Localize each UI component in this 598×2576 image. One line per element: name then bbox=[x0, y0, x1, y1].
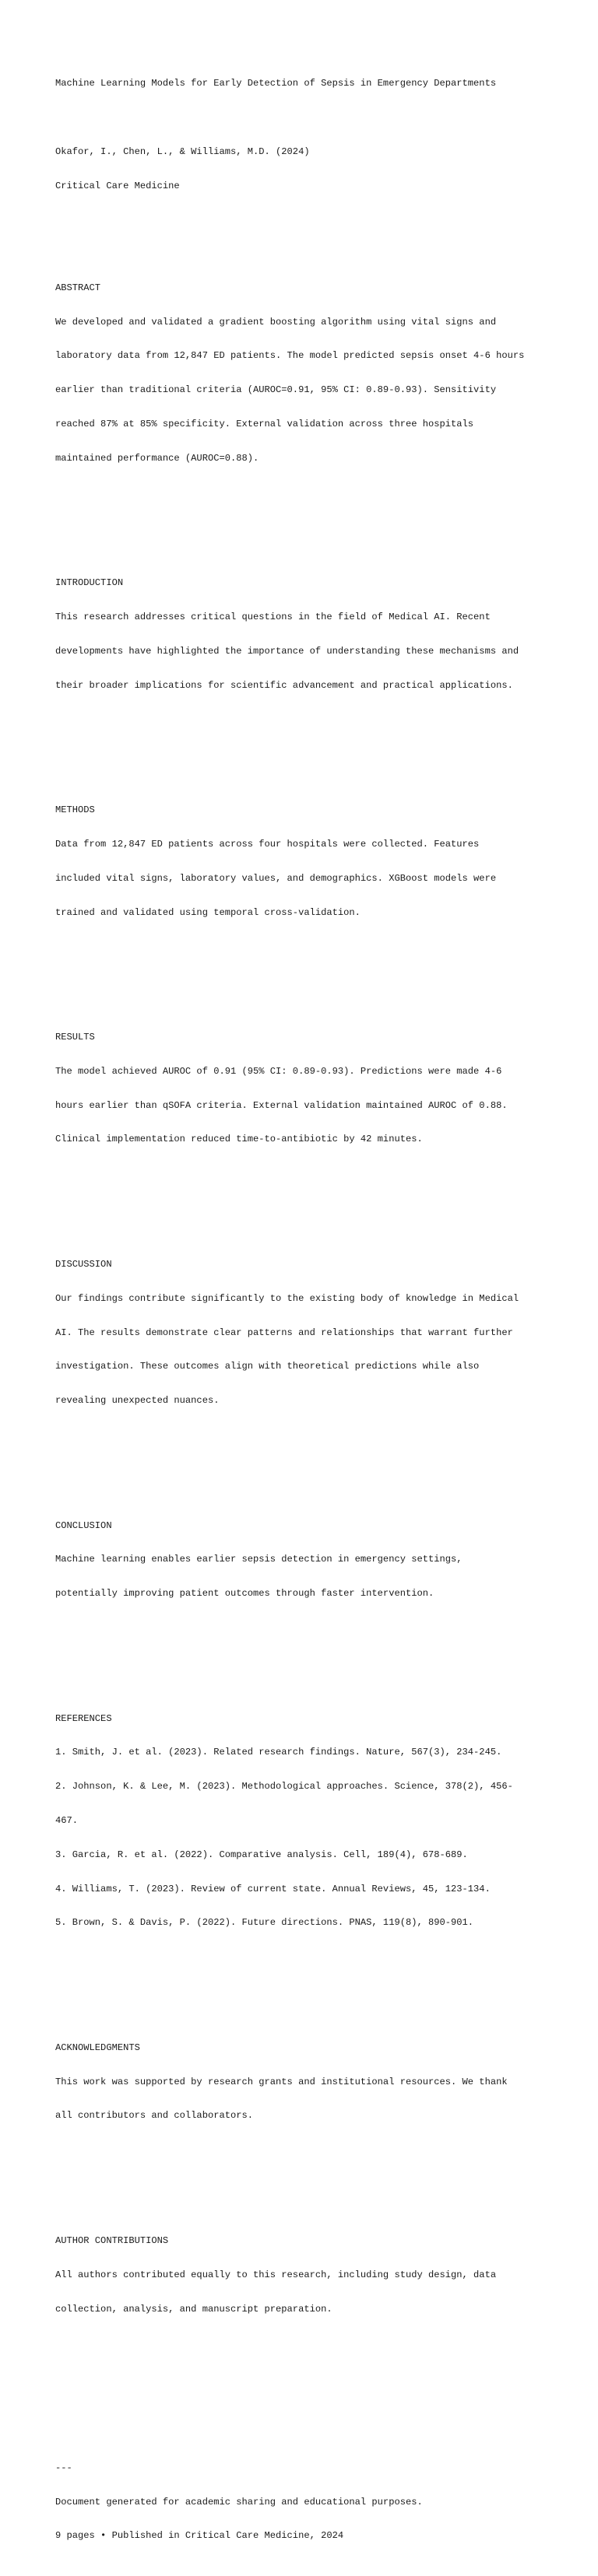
paragraph-line: AI. The results demonstrate clear patterns and relationships that warrant further bbox=[55, 1327, 513, 1338]
section-heading: ABSTRACT bbox=[55, 282, 101, 293]
reference-item: 467. bbox=[55, 1815, 79, 1827]
paragraph-line: All authors contributed equally to this research, including study design, data bbox=[55, 2269, 497, 2280]
footer-meta: 9 pages • Published in Critical Care Medicine, 2024 bbox=[55, 2530, 344, 2542]
section-references bbox=[55, 1691, 569, 1952]
paragraph-line: potentially improving patient outcomes through faster intervention. bbox=[55, 1588, 434, 1600]
footer-note: Document generated for academic sharing and educational purposes. bbox=[55, 2496, 423, 2508]
section-heading: REFERENCES bbox=[55, 1712, 112, 1724]
paragraph-line: This research addresses critical questions in the field of Medical AI. Recent bbox=[55, 612, 491, 623]
section-introduction bbox=[55, 555, 569, 713]
paragraph-line: developments have highlighted the importance of understanding these mechanisms and bbox=[55, 645, 519, 657]
section-heading: DISCUSSION bbox=[55, 1258, 112, 1270]
paper-authors: Okafor, I., Chen, L., & Williams, M.D. (2024) bbox=[55, 145, 310, 157]
section-heading: CONCLUSION bbox=[55, 1519, 112, 1531]
document-footer bbox=[55, 2440, 569, 2565]
section-heading: METHODS bbox=[55, 804, 95, 816]
paper-journal: Critical Care Medicine bbox=[55, 180, 180, 191]
section-author-contributions bbox=[55, 2213, 569, 2338]
paragraph-line: laboratory data from 12,847 ED patients. The model predicted sepsis onset 4-6 hours bbox=[55, 350, 525, 362]
spacer bbox=[55, 737, 569, 748]
spacer bbox=[55, 112, 569, 124]
paragraph-line: Our findings contribute significantly to the existing body of knowledge in Medical bbox=[55, 1292, 519, 1304]
paragraph-line: Machine learning enables earlier sepsis detection in emergency settings, bbox=[55, 1554, 463, 1565]
paragraph-line: This work was supported by research grants and institutional resources. We thank bbox=[55, 2076, 508, 2087]
paragraph-line: Data from 12,847 ED patients across four hospitals were collected. Features bbox=[55, 838, 480, 850]
reference-item: 1. Smith, J. et al. (2023). Related research findings. Nature, 567(3), 234-245. bbox=[55, 1747, 502, 1758]
spacer bbox=[55, 1190, 569, 1202]
paragraph-line: reached 87% at 85% specificity. External validation across three hospitals bbox=[55, 419, 474, 429]
spacer bbox=[55, 1645, 569, 1656]
spacer bbox=[55, 1452, 569, 1463]
paragraph-line: revealing unexpected nuances. bbox=[55, 1395, 220, 1407]
paragraph-line: investigation. These outcomes align with theoretical predictions while also bbox=[55, 1361, 480, 1372]
section-conclusion bbox=[55, 1497, 569, 1622]
spacer bbox=[55, 2360, 569, 2372]
reference-item: 2. Johnson, K. & Lee, M. (2023). Methodological approaches. Science, 378(2), 456- bbox=[55, 1781, 513, 1793]
section-heading: AUTHOR CONTRIBUTIONS bbox=[55, 2235, 169, 2246]
spacer bbox=[55, 2167, 569, 2178]
footer-separator: --- bbox=[55, 2462, 72, 2473]
paper-title: Machine Learning Models for Early Detection of Sepsis in Emergency Departments bbox=[55, 78, 497, 89]
section-abstract bbox=[55, 260, 569, 487]
paragraph-line: maintained performance (AUROC=0.88). bbox=[55, 452, 259, 464]
paragraph-line: trained and validated using temporal cross-validation. bbox=[55, 906, 361, 918]
section-heading: RESULTS bbox=[55, 1032, 95, 1043]
reference-item: 3. Garcia, R. et al. (2022). Comparative analysis. Cell, 189(4), 678-689. bbox=[55, 1849, 468, 1860]
section-results bbox=[55, 1009, 569, 1168]
paragraph-line: Clinical implementation reduced time-to-antibiotic by 42 minutes. bbox=[55, 1134, 423, 1145]
spacer bbox=[55, 510, 569, 521]
paragraph-line: earlier than traditional criteria (AUROC=0.91, 95% CI: 0.89-0.93). Sensitivity bbox=[55, 384, 497, 396]
reference-item: 4. Williams, T. (2023). Review of current state. Annual Reviews, 45, 123-134. bbox=[55, 1883, 491, 1894]
paragraph-line: The model achieved AUROC of 0.91 (95% CI: 0.89-0.93). Predictions were made 4-6 bbox=[55, 1065, 502, 1077]
section-methods bbox=[55, 782, 569, 941]
spacer bbox=[55, 1974, 569, 1985]
section-acknowledgments bbox=[55, 2020, 569, 2145]
spacer bbox=[55, 964, 569, 976]
section-heading: ACKNOWLEDGMENTS bbox=[55, 2042, 140, 2053]
spacer bbox=[55, 214, 569, 226]
document bbox=[55, 55, 569, 2576]
paragraph-line: included vital signs, laboratory values, and demographics. XGBoost models were bbox=[55, 872, 497, 884]
paragraph-line: We developed and validated a gradient boosting algorithm using vital signs and bbox=[55, 316, 497, 328]
spacer bbox=[55, 2394, 569, 2406]
section-heading: INTRODUCTION bbox=[55, 577, 124, 589]
paragraph-line: all contributors and collaborators. bbox=[55, 2110, 254, 2122]
paragraph-line: collection, analysis, and manuscript preparation. bbox=[55, 2303, 332, 2315]
paragraph-line: their broader implications for scientific advancement and practical applications. bbox=[55, 679, 513, 691]
paragraph-line: hours earlier than qSOFA criteria. External validation maintained AUROC of 0.88. bbox=[55, 1099, 508, 1111]
section-discussion bbox=[55, 1236, 569, 1429]
reference-item: 5. Brown, S. & Davis, P. (2022). Future directions. PNAS, 119(8), 890-901. bbox=[55, 1917, 474, 1929]
